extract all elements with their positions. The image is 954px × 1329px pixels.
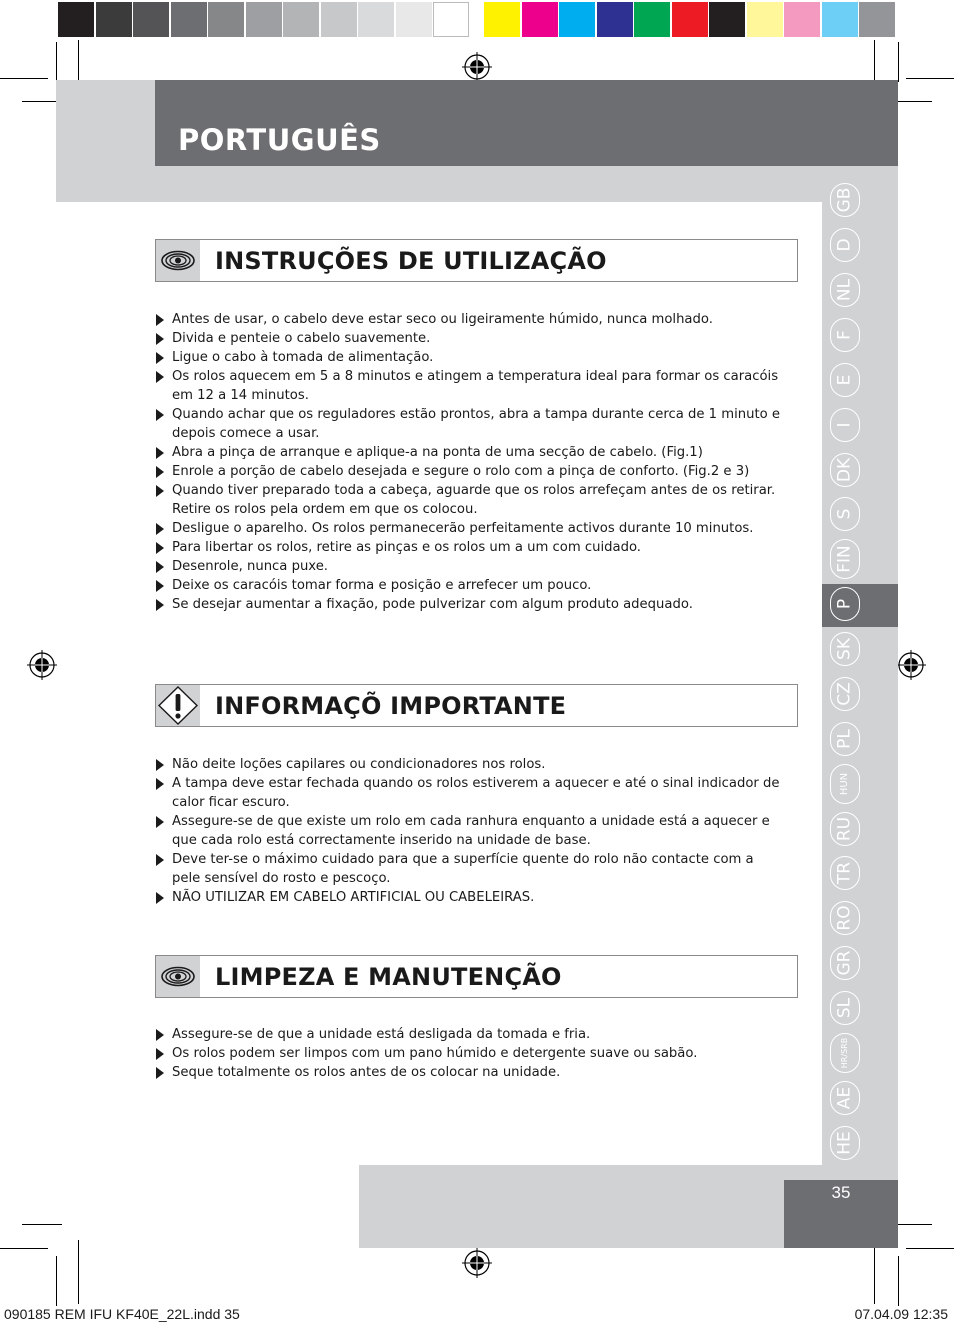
language-code: FIN <box>834 545 855 574</box>
warning-icon <box>156 685 200 726</box>
color-swatch <box>597 2 633 37</box>
section-header-cleaning <box>155 955 798 998</box>
crop-mark <box>78 1240 79 1304</box>
language-tab-ru[interactable] <box>830 812 860 846</box>
crop-mark <box>0 78 48 79</box>
list-item-text: Quando tiver preparado toda a cabeça, aguarde que os rolos arrefeçam antes de os retirar. Retire os rolos pela ordem em que os colocou. <box>172 483 776 517</box>
list-item-text: Se desejar aumentar a fixação, pode pulverizar com algum produto adequado. <box>172 597 693 612</box>
bullet-arrow-icon <box>156 561 164 573</box>
language-tab-i[interactable] <box>830 408 860 442</box>
list-item <box>155 812 785 850</box>
crop-mark <box>874 1240 875 1304</box>
list-item-text: NÃO UTILIZAR EM CABELO ARTIFICIAL OU CABELEIRAS. <box>172 890 535 905</box>
language-tab-hr-srb[interactable] <box>830 1033 860 1073</box>
slug-date: 07.04.09 12:35 <box>854 1306 948 1322</box>
color-swatch <box>484 2 520 37</box>
list-item <box>155 481 785 519</box>
section-icon-box <box>156 240 200 281</box>
cleaning-list <box>155 1025 785 1082</box>
bullet-arrow-icon <box>156 485 164 497</box>
language-tab-sk[interactable] <box>830 632 860 666</box>
language-code: SK <box>834 638 855 661</box>
language-code: I <box>834 422 855 428</box>
bullet-arrow-icon <box>156 542 164 554</box>
crop-mark <box>22 1224 62 1225</box>
language-code: F <box>834 330 855 340</box>
list-item <box>155 538 785 557</box>
section-header-important <box>155 684 798 727</box>
list-item-text: A tampa deve estar fechada quando os rolos estiverem a aquecer e até o sinal indicador de calor ficar escuro. <box>172 776 780 810</box>
language-code: HR/SRB <box>840 1037 849 1069</box>
language-code: DK <box>834 457 855 482</box>
list-item <box>155 462 785 481</box>
list-item <box>155 1044 785 1063</box>
eye-icon <box>156 240 200 281</box>
crop-mark <box>56 42 57 82</box>
list-item-text: Assegure-se de que existe um rolo em cada ranhura enquanto a unidade está a aquecer e que cada rolo está correctamente inserido na unidade de base. <box>172 814 770 848</box>
section-icon-box <box>156 685 200 726</box>
section-title: INSTRUÇÕES DE UTILIZAÇÃO <box>215 247 607 275</box>
language-code: NL <box>834 279 855 302</box>
list-item-text: Quando achar que os reguladores estão prontos, abra a tampa durante cerca de 1 minuto e depois comece a usar. <box>172 407 781 441</box>
language-tab-e[interactable] <box>830 363 860 397</box>
color-swatch <box>321 2 357 37</box>
bullet-arrow-icon <box>156 409 164 421</box>
language-tab-fin[interactable] <box>830 539 860 579</box>
registration-target-icon <box>462 1248 492 1278</box>
bullet-arrow-icon <box>156 523 164 535</box>
color-swatch <box>396 2 432 37</box>
list-item-text: Os rolos aquecem em 5 a 8 minutos e atingem a temperatura ideal para formar os caracóis em 12 a 14 minutos. <box>172 369 779 403</box>
registration-target-icon <box>27 650 57 680</box>
list-item <box>155 329 785 348</box>
list-item <box>155 1025 785 1044</box>
language-tab-ae[interactable] <box>830 1081 860 1115</box>
list-item <box>155 519 785 538</box>
language-tab-p[interactable] <box>830 587 860 621</box>
list-item <box>155 1063 785 1082</box>
language-code: AE <box>834 1086 855 1109</box>
color-swatch <box>246 2 282 37</box>
color-swatch <box>634 2 670 37</box>
crop-mark <box>898 1256 899 1306</box>
language-tab-tr[interactable] <box>830 856 860 890</box>
list-item <box>155 443 785 462</box>
crop-mark <box>906 1248 954 1249</box>
list-item <box>155 888 785 907</box>
instructions-list <box>155 310 785 614</box>
bullet-arrow-icon <box>156 1067 164 1079</box>
bullet-arrow-icon <box>156 333 164 345</box>
color-swatch <box>747 2 783 37</box>
crop-mark <box>892 1224 932 1225</box>
language-tab-gb[interactable] <box>830 183 860 217</box>
bullet-arrow-icon <box>156 759 164 771</box>
color-swatch <box>171 2 207 37</box>
page-number: 35 <box>831 1183 851 1202</box>
language-tab-sl[interactable] <box>830 991 860 1025</box>
bullet-arrow-icon <box>156 466 164 478</box>
crop-mark <box>0 1248 48 1249</box>
list-item-text: Antes de usar, o cabelo deve estar seco ou ligeiramente húmido, nunca molhado. <box>172 312 713 327</box>
color-swatch <box>58 2 94 37</box>
list-item-text: Desenrole, nunca puxe. <box>172 559 329 574</box>
page-title: PORTUGUÊS <box>178 123 381 157</box>
list-item-text: Seque totalmente os rolos antes de os colocar na unidade. <box>172 1065 561 1080</box>
color-swatch <box>96 2 132 37</box>
important-list <box>155 755 785 907</box>
list-item-text: Abra a pinça de arranque e aplique-a na ponta de uma secção de cabelo. (Fig.1) <box>172 445 703 460</box>
list-item-text: Deve ter-se o máximo cuidado para que a superfície quente do rolo não contacte com a pele sensível do rosto e pescoço. <box>172 852 754 886</box>
color-swatch <box>672 2 708 37</box>
language-tab-cz[interactable] <box>830 677 860 711</box>
color-swatch <box>208 2 244 37</box>
language-code: RO <box>834 905 855 931</box>
bullet-arrow-icon <box>156 778 164 790</box>
bullet-arrow-icon <box>156 854 164 866</box>
color-swatch <box>433 2 469 37</box>
section-title: LIMPEZA E MANUTENÇÃO <box>215 963 562 991</box>
language-tab-f[interactable] <box>830 318 860 352</box>
list-item <box>155 576 785 595</box>
list-item <box>155 367 785 405</box>
bullet-arrow-icon <box>156 816 164 828</box>
list-item <box>155 405 785 443</box>
language-tab-nl[interactable] <box>830 273 860 307</box>
crop-mark <box>906 78 954 79</box>
list-item <box>155 774 785 812</box>
language-tab-pl[interactable] <box>830 722 860 756</box>
crop-mark <box>56 1256 57 1306</box>
language-tab-s[interactable] <box>830 497 860 531</box>
color-swatch <box>133 2 169 37</box>
color-swatch <box>358 2 394 37</box>
list-item <box>155 850 785 888</box>
slug-file: 090185 REM IFU KF40E_22L.indd 35 <box>4 1306 240 1322</box>
language-tab-gr[interactable] <box>830 946 860 980</box>
list-item-text: Os rolos podem ser limpos com um pano húmido e detergente suave ou sabão. <box>172 1046 698 1061</box>
list-item <box>155 310 785 329</box>
color-swatch <box>283 2 319 37</box>
bullet-arrow-icon <box>156 580 164 592</box>
language-code: PL <box>834 728 855 749</box>
list-item <box>155 755 785 774</box>
list-item-text: Ligue o cabo à tomada de alimentação. <box>172 350 434 365</box>
section-icon-box <box>156 956 200 997</box>
bullet-arrow-icon <box>156 352 164 364</box>
list-item-text: Divida e penteie o cabelo suavemente. <box>172 331 431 346</box>
language-code: GB <box>834 188 855 213</box>
bullet-arrow-icon <box>156 371 164 383</box>
color-swatch <box>709 2 745 37</box>
section-title: INFORMAÇÕ IMPORTANTE <box>215 692 567 720</box>
section-header-instructions <box>155 239 798 282</box>
language-tab-dk[interactable] <box>830 453 860 487</box>
language-tab-he[interactable] <box>830 1126 860 1160</box>
eye-icon <box>156 956 200 997</box>
registration-target-icon <box>462 52 492 82</box>
language-tab-ro[interactable] <box>830 901 860 935</box>
language-code: S <box>834 509 855 520</box>
list-item <box>155 595 785 614</box>
bullet-arrow-icon <box>156 1048 164 1060</box>
list-item-text: Desligue o aparelho. Os rolos permanecerão perfeitamente activos durante 10 minutos. <box>172 521 754 536</box>
language-tab-hun[interactable] <box>830 764 860 804</box>
color-swatch <box>559 2 595 37</box>
color-swatch <box>522 2 558 37</box>
list-item-text: Enrole a porção de cabelo desejada e segure o rolo com a pinça de conforto. (Fig.2 e 3) <box>172 464 750 479</box>
bullet-arrow-icon <box>156 447 164 459</box>
language-code: SL <box>834 997 855 1019</box>
color-swatch <box>822 2 858 37</box>
language-code: GR <box>834 950 855 976</box>
color-swatch <box>784 2 820 37</box>
bullet-arrow-icon <box>156 314 164 326</box>
color-swatch <box>859 2 895 37</box>
list-item <box>155 348 785 367</box>
bullet-arrow-icon <box>156 599 164 611</box>
registration-target-icon <box>896 650 926 680</box>
bullet-arrow-icon <box>156 892 164 904</box>
language-code: HUN <box>839 772 850 795</box>
language-code: E <box>834 374 855 386</box>
language-code: P <box>834 599 855 610</box>
language-code: CZ <box>834 682 855 706</box>
language-code: TR <box>834 862 855 885</box>
list-item-text: Não deite loções capilares ou condicionadores nos rolos. <box>172 757 546 772</box>
language-tab-d[interactable] <box>830 228 860 262</box>
list-item-text: Deixe os caracóis tomar forma e posição e arrefecer um pouco. <box>172 578 592 593</box>
language-code: RU <box>834 816 855 841</box>
bullet-arrow-icon <box>156 1029 164 1041</box>
language-code: D <box>834 238 855 252</box>
list-item-text: Para libertar os rolos, retire as pinças e os rolos um a um com cuidado. <box>172 540 641 555</box>
language-code: HE <box>834 1130 855 1155</box>
list-item-text: Assegure-se de que a unidade está desligada da tomada e fria. <box>172 1027 591 1042</box>
list-item <box>155 557 785 576</box>
crop-mark <box>898 42 899 82</box>
